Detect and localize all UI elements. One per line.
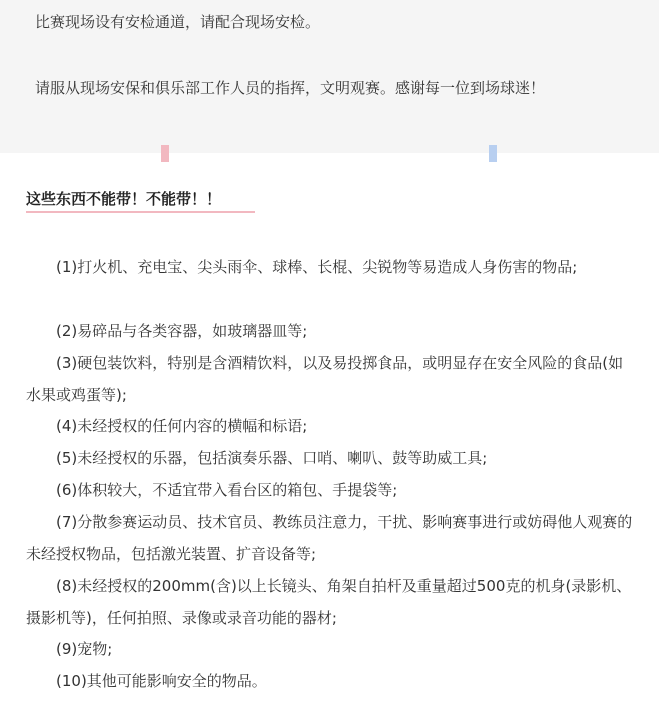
list-item-text: (4)未经授权的任何内容的横幅和标语; — [56, 417, 308, 435]
list-item-text: (1)打火机、充电宝、尖头雨伞、球棒、长棍、尖锐物等易造成人身伤害的物品; — [56, 258, 578, 276]
list-item-text: (8)未经授权的200mm(含)以上长镜头、角架自拍杆及重量超过500克的机身(录影机、摄影机等)，任何拍照、录像或录音功能的器材; — [26, 577, 632, 627]
list-item-text: (6)体积较大，不适宜带入看台区的箱包、手提袋等; — [56, 481, 398, 499]
list-item — [26, 665, 638, 697]
list-item-text: (10)其他可能影响安全的物品。 — [56, 672, 267, 690]
list-item — [26, 442, 638, 474]
list-item-text: (7)分散参赛运动员、技术官员、教练员注意力，干扰、影响赛事进行或妨碍他人观赛的未经授权物品，包括激光装置、扩音设备等; — [26, 513, 633, 563]
blue-accent-marker — [489, 145, 497, 162]
list-item — [26, 410, 638, 442]
section-title: 这些东西不能带！不能带！！ — [26, 190, 222, 208]
pink-accent-marker — [161, 145, 169, 162]
list-item-text: (9)宠物; — [56, 640, 113, 658]
list-item-text: (5)未经授权的乐器，包括演奏乐器、口哨、喇叭、鼓等助威工具; — [56, 449, 488, 467]
list-item — [26, 347, 638, 411]
notice-security-check: 比赛现场设有安检通道，请配合现场安检。 — [35, 13, 321, 31]
title-underline — [26, 211, 255, 213]
list-item — [26, 474, 638, 506]
list-item — [26, 315, 638, 347]
list-item — [26, 251, 638, 283]
notice-follow-staff: 请服从现场安保和俱乐部工作人员的指挥，文明观赛。感谢每一位到场球迷！ — [35, 79, 546, 97]
list-item — [26, 570, 638, 634]
list-item — [26, 633, 638, 665]
notice-box — [0, 0, 659, 153]
list-item — [26, 506, 638, 570]
list-item-text: (2)易碎品与各类容器，如玻璃器皿等; — [56, 322, 308, 340]
list-item-text: (3)硬包装饮料，特别是含酒精饮料，以及易投掷食品，或明显存在安全风险的食品(如水果或鸡蛋等); — [26, 354, 624, 404]
